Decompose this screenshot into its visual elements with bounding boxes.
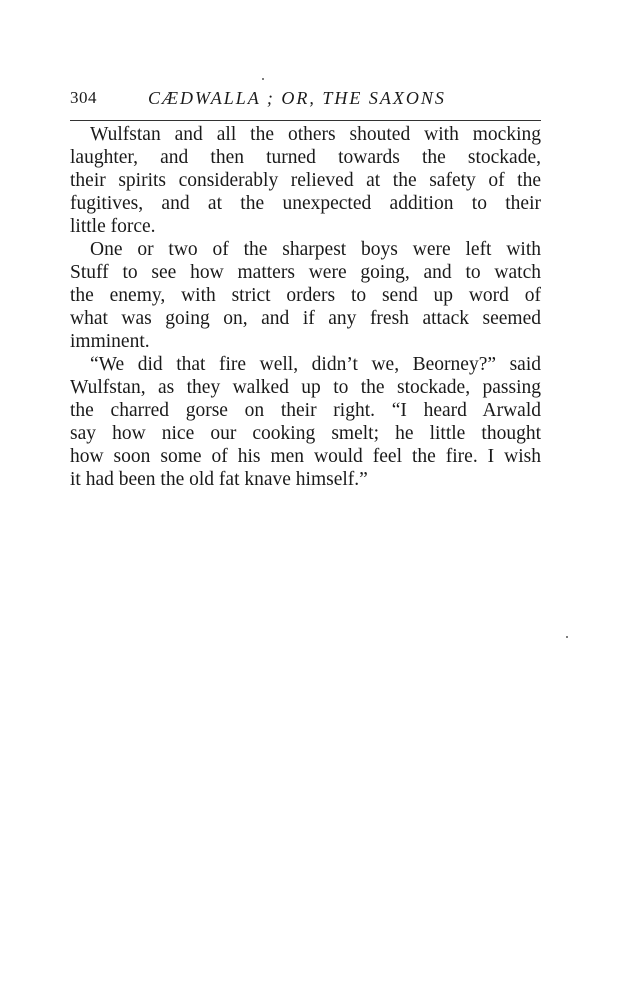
text-line: the enemy, with strict orders to send up word of xyxy=(70,285,541,306)
body-text xyxy=(70,123,541,491)
text-line: it had been the old fat knave himself.” xyxy=(70,469,368,490)
page-header xyxy=(70,88,540,116)
paragraph xyxy=(70,353,541,491)
paper-speck xyxy=(262,78,264,80)
text-line: laughter, and then turned towards the stockade, xyxy=(70,147,541,168)
text-line: how soon some of his men would feel the fire. I wish xyxy=(70,446,541,467)
text-line: little force. xyxy=(70,216,156,237)
text-line: the charred gorse on their right. “I heard Arwald xyxy=(70,400,541,421)
text-line: imminent. xyxy=(70,331,150,352)
text-line: “We did that fire well, didn’t we, Beorney?” said xyxy=(90,354,541,375)
running-head: CÆDWALLA ; OR, THE SAXONS xyxy=(148,88,446,108)
header-rule xyxy=(70,120,541,121)
paragraph xyxy=(70,123,541,238)
text-line: One or two of the sharpest boys were left with xyxy=(90,239,541,260)
paragraph xyxy=(70,238,541,353)
text-line: Wulfstan, as they walked up to the stockade, passing xyxy=(70,377,541,398)
text-line: Wulfstan and all the others shouted with mocking xyxy=(90,124,541,145)
text-line: what was going on, and if any fresh attack seemed xyxy=(70,308,541,329)
paper-speck xyxy=(566,636,568,638)
text-line: fugitives, and at the unexpected addition to their xyxy=(70,193,541,214)
page-number: 304 xyxy=(70,88,97,107)
text-line: Stuff to see how matters were going, and to watch xyxy=(70,262,541,283)
text-line: say how nice our cooking smelt; he little thought xyxy=(70,423,541,444)
text-line: their spirits considerably relieved at the safety of the xyxy=(70,170,541,191)
